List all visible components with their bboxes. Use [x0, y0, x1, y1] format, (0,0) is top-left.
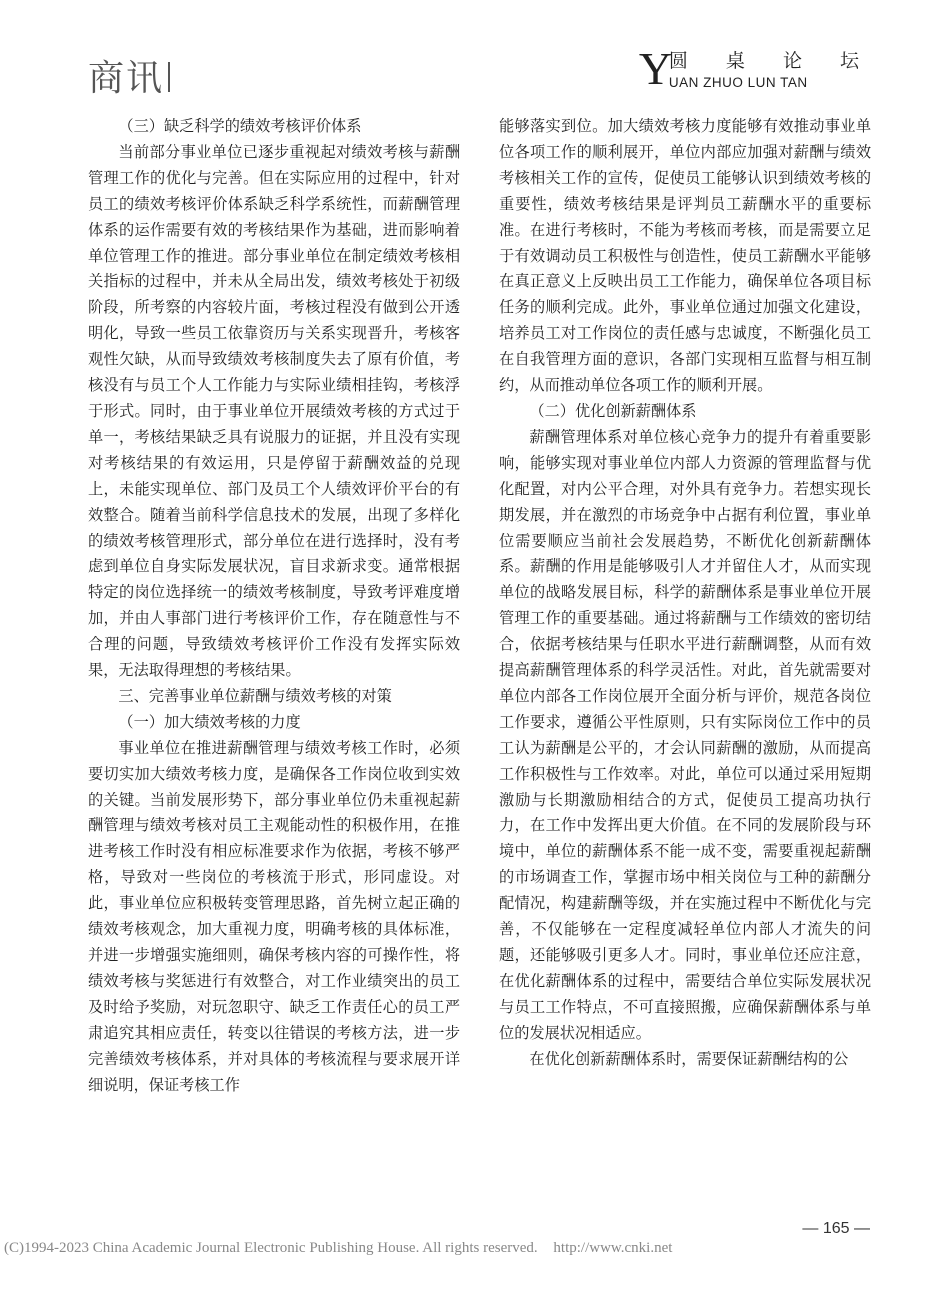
column-title-en: UAN ZHUO LUN TAN — [668, 75, 808, 90]
page-number: — 165 — — [802, 1220, 870, 1237]
section-heading: （二）优化创新薪酬体系 — [529, 401, 697, 420]
section-heading: （三）缺乏科学的绩效考核评价体系 — [118, 117, 362, 135]
section-heading: 三、完善事业单位薪酬与绩效考核的对策 — [118, 686, 392, 705]
left-column — [88, 114, 460, 1098]
paragraph-continued: 能够落实到位。加大绩效考核力度能够有效推动事业单位各项工作的顺利展开，单位内部应加强对薪酬与绩效考核相关工作的宣传，促使员工能够认识到绩效考核的重要性，绩效考核结果是评判员工薪酬水平的重要标准。在进行考核时，不能为考核而考核，而是需要立足于有效调动员工积极性与创造性，使员工薪酬水平能够在真正意义上反映出员工工作能力，确保单位各项目标任务的顺利完成。此外，事业单位通过加强文化建设，培养员工对工作岗位的责任感与忠诚度，不断强化员工在自我管理方面的意识，各部门实现相互监督与相互制约，从而推动单位各项工作的顺利开展。 — [499, 117, 871, 395]
column-logo — [638, 43, 875, 94]
journal-logo: 商讯 — [88, 50, 170, 101]
paragraph: 在优化创新薪酬体系时，需要保证薪酬结构的公 — [529, 1049, 849, 1068]
copyright-line — [4, 1240, 684, 1257]
cnki-link[interactable]: http://www.cnki.net — [553, 1240, 673, 1256]
paragraph: 薪酬管理体系对单位核心竞争力的提升有着重要影响，能够实现对事业单位内部人力资源的管理监督与优化配置，对内公平合理，对外具有竞争力。若想实现长期发展，并在激烈的市场竞争中占据有利位置，事业单位需要顺应当前社会发展趋势，不断优化创新薪酬体系。薪酬的作用是能够吸引人才并留住人才，从而实现单位的战略发展目标，科学的薪酬体系是事业单位开展管理工作的重要基础。通过将薪酬与工作绩效的密切结合，依据考核结果与任职水平进行薪酬调整，从而有效提高薪酬管理体系的科学灵活性。对此，首先就需要对单位内部各工作岗位展开全面分析与评价，规范各岗位工作要求，遵循公平性原则，只有实际岗位工作中的员工认为薪酬是公平的，才会认同薪酬的激励，从而提高工作积极性与工作效率。对此，单位可以通过采用短期激励与长期激励相结合的方式，促使员工提高功执行力，在工作中发挥出更大价值。在不同的发展阶段与环境中，单位的薪酬体系不能一成不变，需要重视起薪酬的市场调查工作，掌握市场中相关岗位与工种的薪酬分配情况，构建薪酬等级，并在实施过程中不断优化与完善，不仅能够在一定程度减轻单位内部人才流失的问题，还能够吸引更多人才。同时，事业单位还应注意，在优化薪酬体系的过程中，需要结合单位实际发展状况与员工工作特点，不可直接照搬，应确保薪酬体系与单位的发展状况相适应。 — [499, 427, 871, 1042]
right-column — [499, 114, 871, 1073]
paragraph: 当前部分事业单位已逐步重视起对绩效考核与薪酬管理工作的优化与完善。但在实际应用的过程中，针对员工的绩效考核评价体系缺乏科学系统性，而薪酬管理体系的运作需要有效的考核结果作为基础，进而影响着单位管理工作的推进。部分事业单位在制定绩效考核相关指标的过程中，并未从全局出发，绩效考核处于初级阶段，所考察的内容较片面，考核过程没有做到公开透明化，导致一些员工依靠资历与关系实现晋升，考核客观性欠缺，从而导致绩效考核制度失去了原有价值，考核没有与员工个人工作能力与实际业绩相挂钩，考核浮于形式。同时，由于事业单位开展绩效考核的方式过于单一，考核结果缺乏具有说服力的证据，并且没有实现对考核结果的有效运用，只是停留于薪酬效益的兑现上，未能实现单位、部门及员工个人绩效评价平台的有效整合。随着当前科学信息技术的发展，出现了多样化的绩效考核管理形式，部分单位在进行选择时，没有考虑到单位自身实际发展状况，盲目求新求变。通常根据特定的岗位选择统一的绩效考核制度，导致考评难度增加，并由人事部门进行考核评价工作，存在随意性与不合理的问题，导致绩效考核评价工作没有发挥实际效果，无法取得理想的考核结果。 — [88, 142, 460, 680]
copyright-text: (C)1994-2023 China Academic Journal Electronic Publishing House. All rights reserved. — [4, 1240, 538, 1256]
column-title-cn: 圆 桌 论 坛 — [668, 50, 875, 72]
section-heading: （一）加大绩效考核的力度 — [118, 712, 301, 731]
column-logo-letter: Y — [638, 43, 673, 94]
paragraph: 事业单位在推进薪酬管理与绩效考核工作时，必须要切实加大绩效考核力度，是确保各工作岗位收到实效的关键。当前发展形势下，部分事业单位仍未重视起薪酬管理与绩效考核对员工主观能动性的积极作用，在推进考核工作时没有相应标准要求作为依据，考核不够严格，导致对一些岗位的考核流于形式，形同虚设。对此，事业单位应积极转变管理思路，首先树立起正确的绩效考核观念，加大重视力度，明确考核的具体标准，并进一步增强实施细则，确保考核内容的可操作性，将绩效考核与奖惩进行有效整合，对工作业绩突出的员工及时给予奖励，对玩忽职守、缺乏工作责任心的员工严肃追究其相应责任，转变以往错误的考核方法，进一步完善绩效考核体系，并对具体的考核流程与要求展开详细说明，保证考核工作 — [88, 738, 460, 1094]
